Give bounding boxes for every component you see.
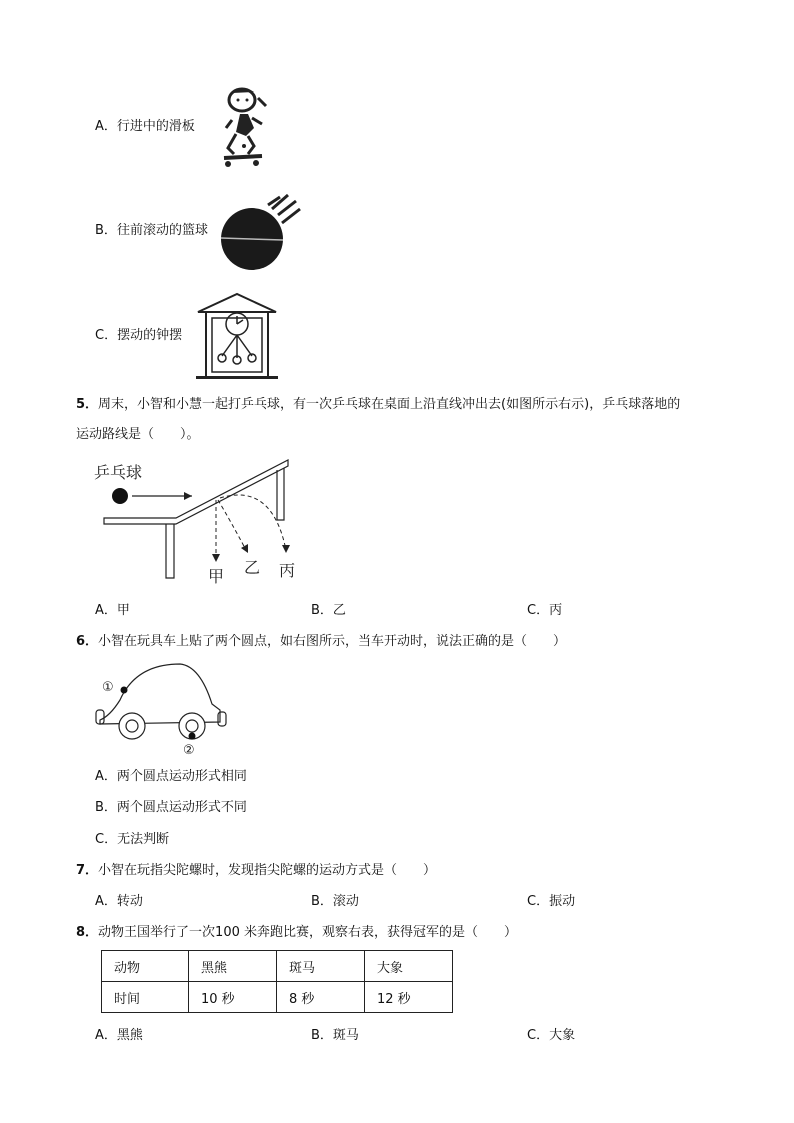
q6-option-a: A．两个圆点运动形式相同 [95, 769, 247, 784]
q4-option-c: C．摆动的钟摆 [95, 328, 183, 343]
q6-stem: 6．小智在玩具车上贴了两个圆点，如右图所示，当车开动时，说法正确的是（ ） [76, 634, 567, 649]
q5-stem-line2: 运动路线是（ ）。 [76, 427, 200, 442]
ball-label: 乒乓球 [94, 465, 143, 482]
q7-option-b: B．滚动 [311, 894, 359, 909]
q7-option-c: C．振动 [527, 894, 576, 909]
q4-option-a: A．行进中的滑板 [95, 119, 195, 134]
q8-option-b: B．斑马 [311, 1028, 359, 1043]
q7-stem: 7．小智在玩指尖陀螺时，发现指尖陀螺的运动方式是（ ） [76, 863, 437, 878]
q7-option-a: A．转动 [95, 894, 143, 909]
q8-option-c: C．大象 [527, 1028, 576, 1043]
table-cell: 10 秒 [189, 982, 277, 1013]
basketball-icon [220, 193, 304, 273]
table-cell: 黑熊 [189, 951, 277, 982]
q8-stem: 8．动物王国举行了一次100 米奔跑比赛，观察右表，获得冠军的是（ ） [76, 925, 517, 940]
path-label-jia: 甲 [208, 569, 225, 586]
table-cell: 12 秒 [365, 982, 453, 1013]
ping-pong-ball [112, 488, 128, 504]
table-row [102, 982, 453, 1013]
q6-option-c: C．无法判断 [95, 832, 170, 847]
q5-option-b: B．乙 [311, 603, 346, 618]
pendulum-clock-icon [196, 292, 278, 380]
toy-car-figure [92, 660, 232, 760]
path-label-yi: 乙 [244, 560, 261, 577]
car-body [100, 664, 220, 724]
dot-2 [189, 733, 196, 740]
q5-option-c: C．丙 [527, 603, 563, 618]
q5-stem-line1: 5．周末，小智和小慧一起打乒乓球，有一次乒乓球在桌面上沿直线冲出去(如图所示右示)，乒乓球落地的 [76, 397, 681, 412]
table-cell: 8 秒 [277, 982, 365, 1013]
table-cell: 大象 [365, 951, 453, 982]
skateboarder-icon [218, 84, 272, 174]
dot-1 [121, 687, 128, 694]
table-cell: 动物 [102, 951, 189, 982]
q4-option-b: B．往前滚动的篮球 [95, 223, 208, 238]
q8-option-a: A．黑熊 [95, 1028, 143, 1043]
dot-2-label: ② [183, 743, 195, 758]
table-cell: 时间 [102, 982, 189, 1013]
table-cell: 斑马 [277, 951, 365, 982]
table-row [102, 951, 453, 982]
race-times-table [101, 950, 453, 1013]
front-wheel [119, 713, 145, 739]
dot-1-label: ① [102, 680, 114, 695]
ping-pong-figure [92, 458, 302, 588]
path-label-bing: 丙 [279, 563, 296, 580]
q6-option-b: B．两个圆点运动形式不同 [95, 800, 247, 815]
q5-option-a: A．甲 [95, 603, 130, 618]
